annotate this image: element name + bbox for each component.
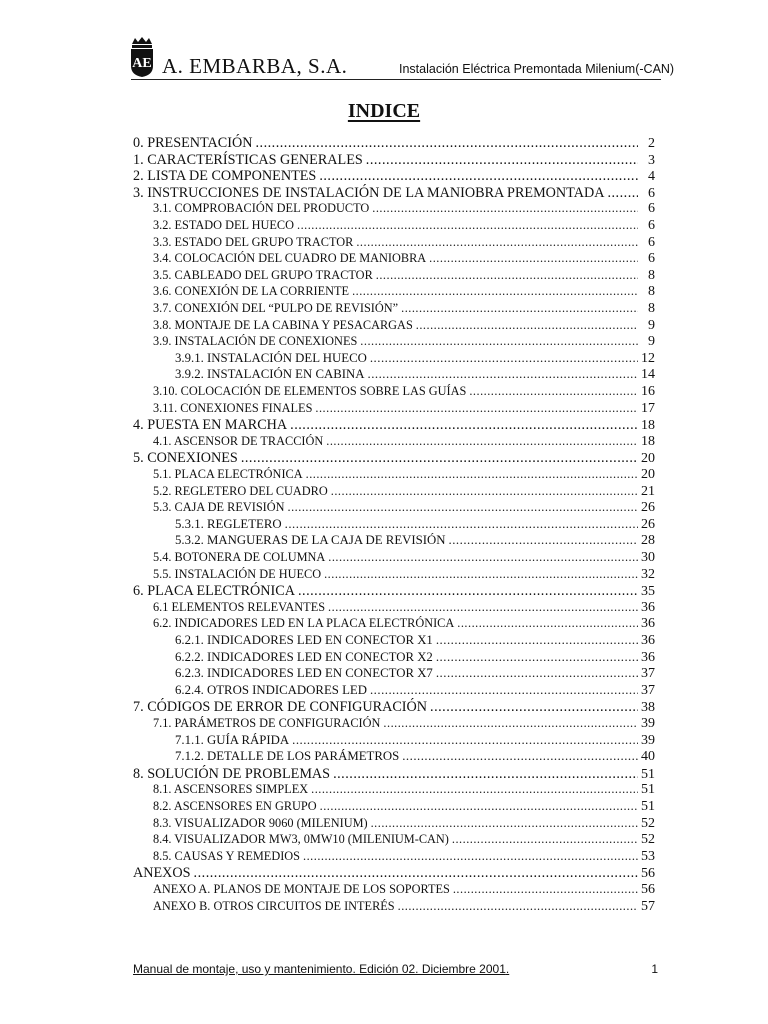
toc-entry[interactable] [175,367,655,383]
toc-entry[interactable] [153,882,655,898]
toc-dot-leader [328,550,638,565]
toc-entry-label: ANEXO A. PLANOS DE MONTAJE DE LOS SOPORTES [153,882,450,896]
toc-entry-label: 8.5. CAUSAS Y REMEDIOS [153,848,301,863]
toc-entry[interactable] [153,849,655,865]
toc-dot-leader [429,251,638,266]
toc-dot-leader [457,616,638,631]
toc-entry[interactable] [175,749,655,765]
toc-dot-leader [453,882,638,897]
header-divider [131,79,661,80]
toc-entry[interactable] [133,135,655,152]
toc-entry-label: ANEXO B. OTROS CIRCUITOS DE INTERÉS [153,898,395,913]
toc-entry-page: 51 [641,766,655,782]
toc-entry[interactable] [153,334,655,350]
toc-entry-page: 6 [648,234,655,250]
toc-dot-leader [255,135,638,152]
toc-dot-leader [290,417,638,434]
toc-dot-leader [607,185,638,202]
toc-entry[interactable] [153,201,655,217]
toc-dot-leader [333,766,638,783]
toc-dot-leader [352,284,638,299]
toc-entry-page: 9 [648,317,655,333]
toc-dot-leader [398,899,638,914]
toc-dot-leader [469,384,638,399]
toc-entry-page: 6 [648,251,655,267]
toc-entry-label: 8.3. VISUALIZADOR 9060 (MILENIUM) [153,815,368,830]
toc-dot-leader [383,716,638,731]
toc-entry-page: 18 [641,418,655,434]
toc-entry-page: 56 [641,866,655,882]
toc-dot-leader [366,152,638,169]
toc-entry[interactable] [133,152,655,169]
toc-entry-label: 3.10. COLOCACIÓN DE ELEMENTOS SOBRE LAS GUÍAS [153,384,467,398]
toc-entry-label: 2. LISTA DE COMPONENTES [133,168,317,185]
toc-entry-label: 5.4. BOTONERA DE COLUMNA [153,550,326,564]
toc-dot-leader [360,334,638,349]
toc-entry-label: 3.1. COMPROBACIÓN DEL PRODUCTO [153,201,370,216]
toc-dot-leader [436,666,638,681]
toc-entry-label: 5.3. CAJA DE REVISIÓN [153,500,285,515]
toc-entry[interactable] [175,517,655,533]
toc-entry-label: 7.1.1. GUÍA RÁPIDA [175,732,290,747]
toc-entry-page: 36 [641,649,655,665]
toc-entry[interactable] [133,417,655,434]
toc-entry-page: 21 [641,483,655,499]
toc-dot-leader [376,268,638,283]
toc-entry[interactable] [175,351,655,367]
toc-dot-leader [331,484,638,499]
toc-entry-page: 53 [641,848,655,864]
toc-entry-page: 37 [641,682,655,698]
toc-entry-page: 4 [648,169,655,185]
toc-dot-leader [326,434,638,449]
toc-entry[interactable] [133,185,655,202]
toc-dot-leader [297,218,638,233]
toc-entry-page: 38 [641,700,655,716]
toc-entry[interactable] [153,401,655,417]
toc-entry-label: 3. INSTRUCCIONES DE INSTALACIÓN DE LA MANIOBRA PREMONTADA [133,184,605,201]
toc-entry-page: 52 [641,815,655,831]
toc-entry[interactable] [153,484,655,500]
toc-entry-label: 7.1. PARÁMETROS DE CONFIGURACIÓN [153,716,381,730]
toc-entry-label: 3.2. ESTADO DEL HUECO [153,218,294,232]
toc-entry-label: 0. PRESENTACIÓN [133,135,253,151]
toc-entry[interactable] [175,533,655,549]
toc-entry[interactable] [153,384,655,400]
toc-entry-label: 5. CONEXIONES [133,450,238,467]
toc-entry[interactable] [153,816,655,832]
toc-entry[interactable] [153,616,655,632]
company-name: A. EMBARBA, S.A. [162,54,348,78]
toc-dot-leader [449,533,638,548]
toc-entry[interactable] [153,899,655,915]
toc-entry-label: 4.1. ASCENSOR DE TRACCIÓN [153,433,324,448]
index-heading: INDICE [347,100,421,122]
toc-dot-leader [315,401,638,416]
toc-entry-page: 2 [648,136,655,151]
toc-entry-label: 5.5. INSTALACIÓN DE HUECO [153,566,322,581]
toc-dot-leader [416,318,638,333]
toc-entry[interactable] [175,633,655,649]
toc-entry-label: 3.3. ESTADO DEL GRUPO TRACTOR [153,234,354,249]
toc-entry-label: 1. CARACTERÍSTICAS GENERALES [133,151,363,168]
toc-entry-page: 56 [641,882,655,897]
toc-entry-page: 20 [641,467,655,482]
toc-entry-page: 8 [648,267,655,283]
toc-entry[interactable] [153,235,655,251]
toc-entry-label: 5.1. PLACA ELECTRÓNICA [153,467,303,481]
toc-entry[interactable] [153,782,655,798]
toc-dot-leader [356,235,638,250]
toc-dot-leader [288,500,638,515]
toc-dot-leader [436,650,638,665]
toc-entry[interactable] [153,550,655,566]
toc-entry-label: 4. PUESTA EN MARCHA [133,417,288,434]
toc-entry-label: 7. CÓDIGOS DE ERROR DE CONFIGURACIÓN [133,699,428,716]
toc-dot-leader [285,517,638,532]
toc-dot-leader [452,832,638,847]
toc-entry-page: 17 [641,400,655,416]
toc-entry[interactable] [153,318,655,334]
toc-entry[interactable] [133,699,655,716]
toc-entry-label: 6.2.3. INDICADORES LED EN CONECTOR X7 [175,666,433,681]
toc-entry[interactable] [153,434,655,450]
toc-dot-leader [401,301,638,316]
toc-entry[interactable] [153,268,655,284]
toc-entry[interactable] [153,716,655,732]
toc-entry[interactable] [175,650,655,666]
toc-dot-leader [370,683,638,698]
toc-entry[interactable] [153,600,655,616]
toc-entry-page: 26 [641,516,655,532]
toc-entry-page: 6 [648,185,655,201]
toc-entry[interactable] [153,301,655,317]
toc-entry[interactable] [153,567,655,583]
toc-entry-page: 52 [641,832,655,848]
toc-entry[interactable] [175,683,655,699]
toc-entry-page: 51 [641,782,655,798]
toc-dot-leader [303,849,638,864]
toc-entry[interactable] [153,218,655,234]
toc-entry-page: 39 [641,716,655,731]
toc-dot-leader [320,799,638,814]
toc-entry-page: 6 [648,201,655,217]
toc-entry-label: 3.9.1. INSTALACIÓN DEL HUECO [175,350,367,365]
document-title: Instalación Eléctrica Premontada Milenium(-CAN) [399,62,675,76]
toc-dot-leader [371,816,638,831]
toc-entry-page: 14 [641,367,655,383]
toc-entry-label: 8.1. ASCENSORES SIMPLEX [153,782,309,797]
toc-entry-label: 5.2. REGLETERO DEL CUADRO [153,483,328,498]
toc-entry[interactable] [133,168,655,185]
toc-entry-page: 28 [641,533,655,549]
footer-text: Manual de montaje, uso y mantenimiento. Edición 02. Diciembre 2001. [133,962,510,976]
toc-entry-label: 6.1 ELEMENTOS RELEVANTES [153,599,326,614]
toc-entry-label: 3.5. CABLEADO DEL GRUPO TRACTOR [153,267,373,282]
toc-entry[interactable] [133,865,655,882]
toc-entry[interactable] [153,832,655,848]
toc-entry-page: 8 [648,301,655,316]
toc-entry-label: 5.3.2. MANGUERAS DE LA CAJA DE REVISIÓN [175,533,446,548]
toc-entry-label: 3.9.2. INSTALACIÓN EN CABINA [175,367,365,382]
toc-dot-leader [372,201,638,216]
toc-entry-label: 6.2.4. OTROS INDICADORES LED [175,682,367,697]
toc-entry-page: 3 [648,152,655,168]
toc-entry-label: 6.2. INDICADORES LED EN LA PLACA ELECTRÓNICA [153,616,455,631]
toc-entry[interactable] [175,733,655,749]
toc-entry[interactable] [175,666,655,682]
toc-entry-page: 6 [648,218,655,233]
toc-dot-leader [368,367,639,382]
toc-dot-leader [311,782,638,797]
toc-entry-label: 8.4. VISUALIZADOR MW3, 0MW10 (MILENIUM-CAN) [153,832,449,847]
toc-entry-page: 37 [641,666,655,682]
toc-entry[interactable] [153,284,655,300]
toc-dot-leader [324,567,638,582]
toc-entry-page: 35 [641,584,655,600]
toc-entry-label: 3.7. CONEXIÓN DEL “PULPO DE REVISIÓN” [153,301,399,315]
toc-entry-page: 39 [641,732,655,748]
toc-entry-label: 3.9. INSTALACIÓN DE CONEXIONES [153,334,358,349]
toc-entry-page: 36 [641,599,655,615]
page-header [0,0,768,90]
toc-entry-page: 32 [641,566,655,582]
toc-entry[interactable] [153,500,655,516]
toc-entry-label: 8.2. ASCENSORES EN GRUPO [153,799,317,813]
toc-dot-leader [319,168,638,185]
toc-entry[interactable] [153,251,655,267]
toc-entry-page: 8 [648,284,655,300]
toc-dot-leader [306,467,638,482]
toc-entry-page: 57 [641,898,655,914]
toc-entry-label: 7.1.2. DETALLE DE LOS PARÁMETROS [175,749,400,764]
toc-dot-leader [370,351,638,366]
toc-dot-leader [292,733,638,748]
toc-entry-label: 6. PLACA ELECTRÓNICA [133,583,295,600]
toc-entry-label: 6.2.1. INDICADORES LED EN CONECTOR X1 [175,633,433,647]
page-number: 1 [651,962,658,976]
toc-entry-label: 5.3.1. REGLETERO [175,516,282,531]
toc-entry-page: 12 [641,350,655,366]
toc-dot-leader [430,699,638,716]
toc-entry-label: 3.11. CONEXIONES FINALES [153,400,313,415]
toc-entry[interactable] [153,799,655,815]
toc-entry-page: 18 [641,433,655,449]
toc-dot-leader [241,450,638,467]
toc-dot-leader [436,633,638,648]
toc-entry-page: 36 [641,616,655,632]
toc-entry[interactable] [133,583,655,600]
toc-entry-page: 20 [641,451,655,467]
toc-entry-label: 3.8. MONTAJE DE LA CABINA Y PESACARGAS [153,317,413,332]
toc-entry[interactable] [133,766,655,783]
toc-entry-label: 8. SOLUCIÓN DE PROBLEMAS [133,765,331,782]
toc-entry-label: 3.4. COLOCACIÓN DEL CUADRO DE MANIOBRA [153,251,427,266]
toc-entry-page: 40 [641,749,655,765]
toc-entry-page: 9 [648,334,655,350]
toc-entry[interactable] [153,467,655,483]
toc-entry-page: 30 [641,550,655,565]
toc-dot-leader [298,583,638,600]
toc-entry-label: ANEXOS [133,865,191,882]
toc-entry-label: 3.6. CONEXIÓN DE LA CORRIENTE [153,284,350,299]
svg-text:AE: AE [132,56,152,71]
toc-entry-page: 16 [641,384,655,399]
toc-entry-page: 26 [641,500,655,516]
toc-dot-leader [194,865,638,882]
toc-entry-label: 6.2.2. INDICADORES LED EN CONECTOR X2 [175,649,433,664]
toc-entry-page: 36 [641,633,655,648]
toc-entry-page: 51 [641,799,655,814]
toc-entry[interactable] [133,450,655,467]
toc-dot-leader [328,600,638,615]
toc-dot-leader [402,749,638,764]
company-logo-icon [130,36,154,78]
